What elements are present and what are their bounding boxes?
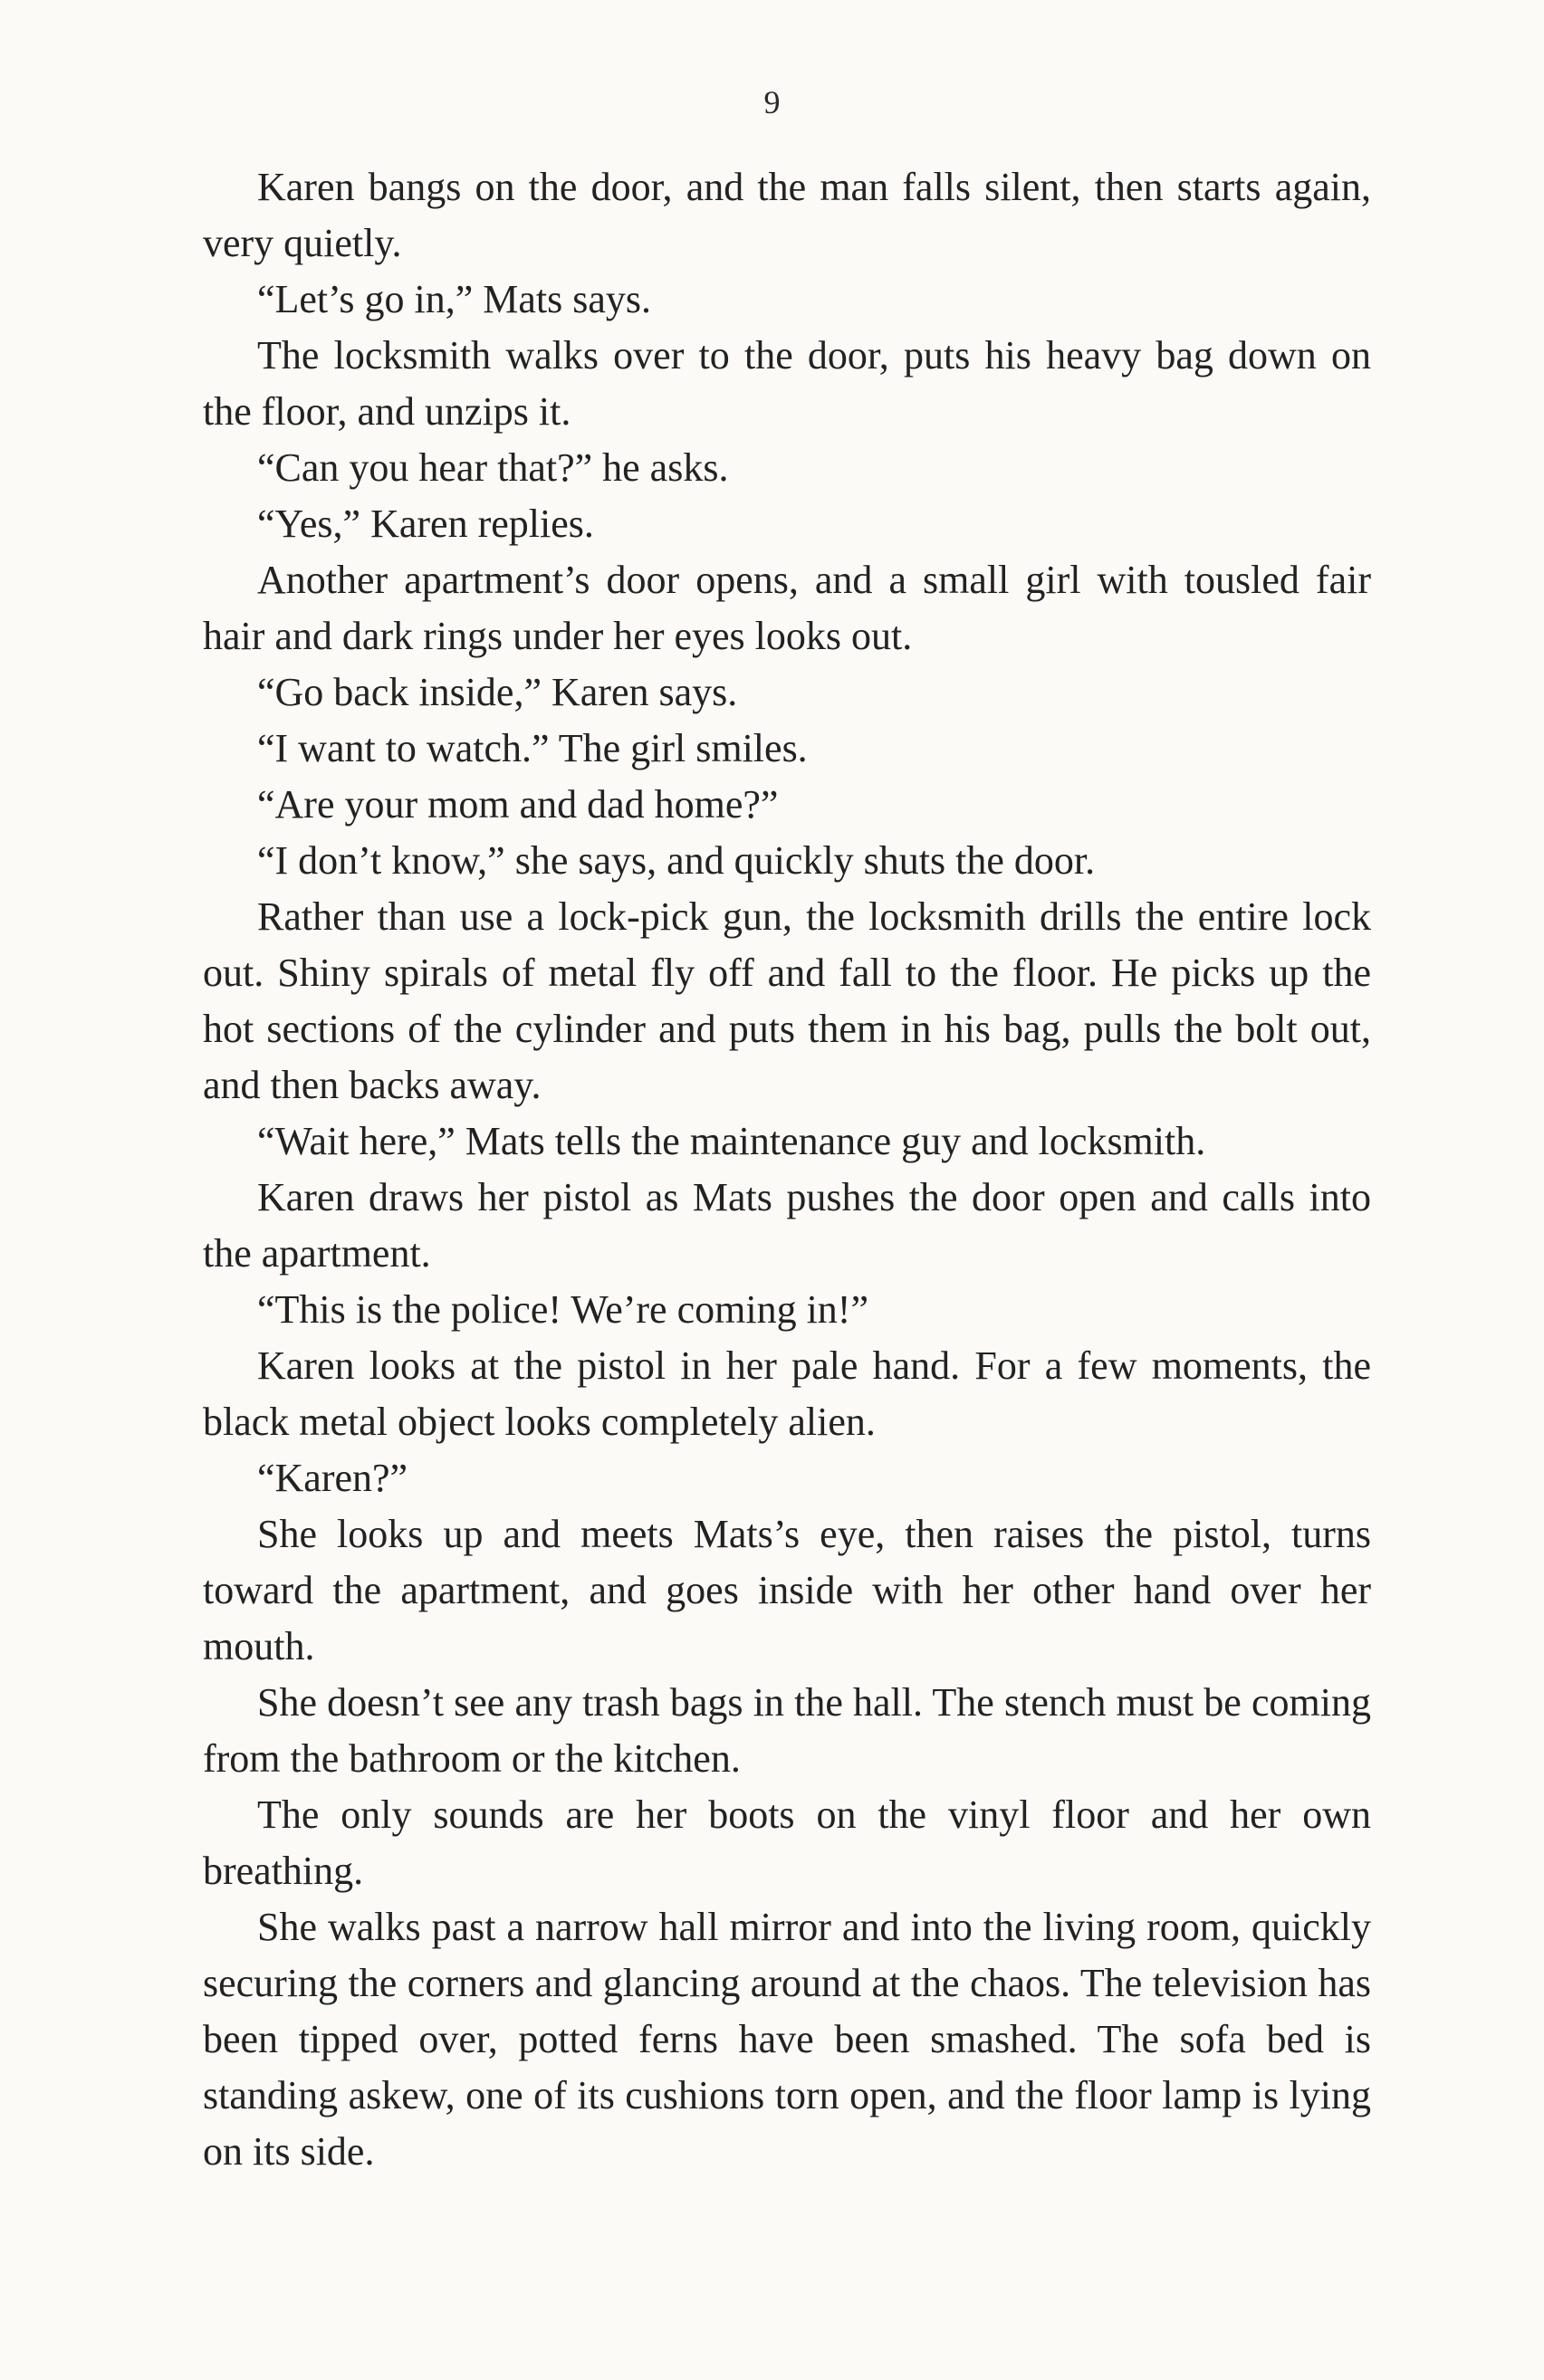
paragraph: “Go back inside,” Karen says. [257,670,738,714]
paragraph: “Are your mom and dad home?” [257,782,779,827]
paragraph: She walks past a narrow hall mirror and into the living room, quickly securing the corners and glancing around at the chaos. The television has been tipped over, potted ferns have been smashed. The sofa bed is standing askew, one of its cushions torn open, and the floor lamp is lying on its side. [203,1905,1371,2174]
paragraph: “Wait here,” Mats tells the maintenance guy and locksmith. [257,1119,1206,1163]
paragraph: The locksmith walks over to the door, puts his heavy bag down on the floor, and unzips it. [203,333,1371,434]
paragraph: The only sounds are her boots on the vinyl floor and her own breathing. [203,1792,1371,1893]
paragraph: “Let’s go in,” Mats says. [257,277,652,321]
paragraph: “I don’t know,” she says, and quickly shuts the door. [257,838,1096,883]
paragraph: “This is the police! We’re coming in!” [257,1287,868,1332]
paragraph: Another apartment’s door opens, and a small girl with tousled fair hair and dark rings under her eyes looks out. [203,558,1371,658]
paragraph: “I want to watch.” The girl smiles. [257,726,808,770]
page-number: 9 [763,84,781,120]
paragraph: Karen draws her pistol as Mats pushes the door open and calls into the apartment. [203,1175,1371,1276]
paragraph: Karen bangs on the door, and the man falls silent, then starts again, very quietly. [203,165,1371,265]
paragraph: “Yes,” Karen replies. [257,502,594,546]
paragraph: Rather than use a lock-pick gun, the locksmith drills the entire lock out. Shiny spirals of metal fly off and fall to the floor. He picks up the hot sections of the cylinder and puts them in his bag, pulls the bolt out, and then backs away. [203,894,1371,1107]
body-text [203,159,1371,2180]
paragraph: She doesn’t see any trash bags in the hall. The stench must be coming from the bathroom or the kitchen. [203,1680,1371,1781]
paragraph: Karen looks at the pistol in her pale hand. For a few moments, the black metal object looks completely alien. [203,1343,1371,1444]
paragraph: She looks up and meets Mats’s eye, then raises the pistol, turns toward the apartment, and goes inside with her other hand over her mouth. [203,1512,1371,1668]
paragraph: “Karen?” [257,1456,408,1500]
paragraph: “Can you hear that?” he asks. [257,445,729,490]
